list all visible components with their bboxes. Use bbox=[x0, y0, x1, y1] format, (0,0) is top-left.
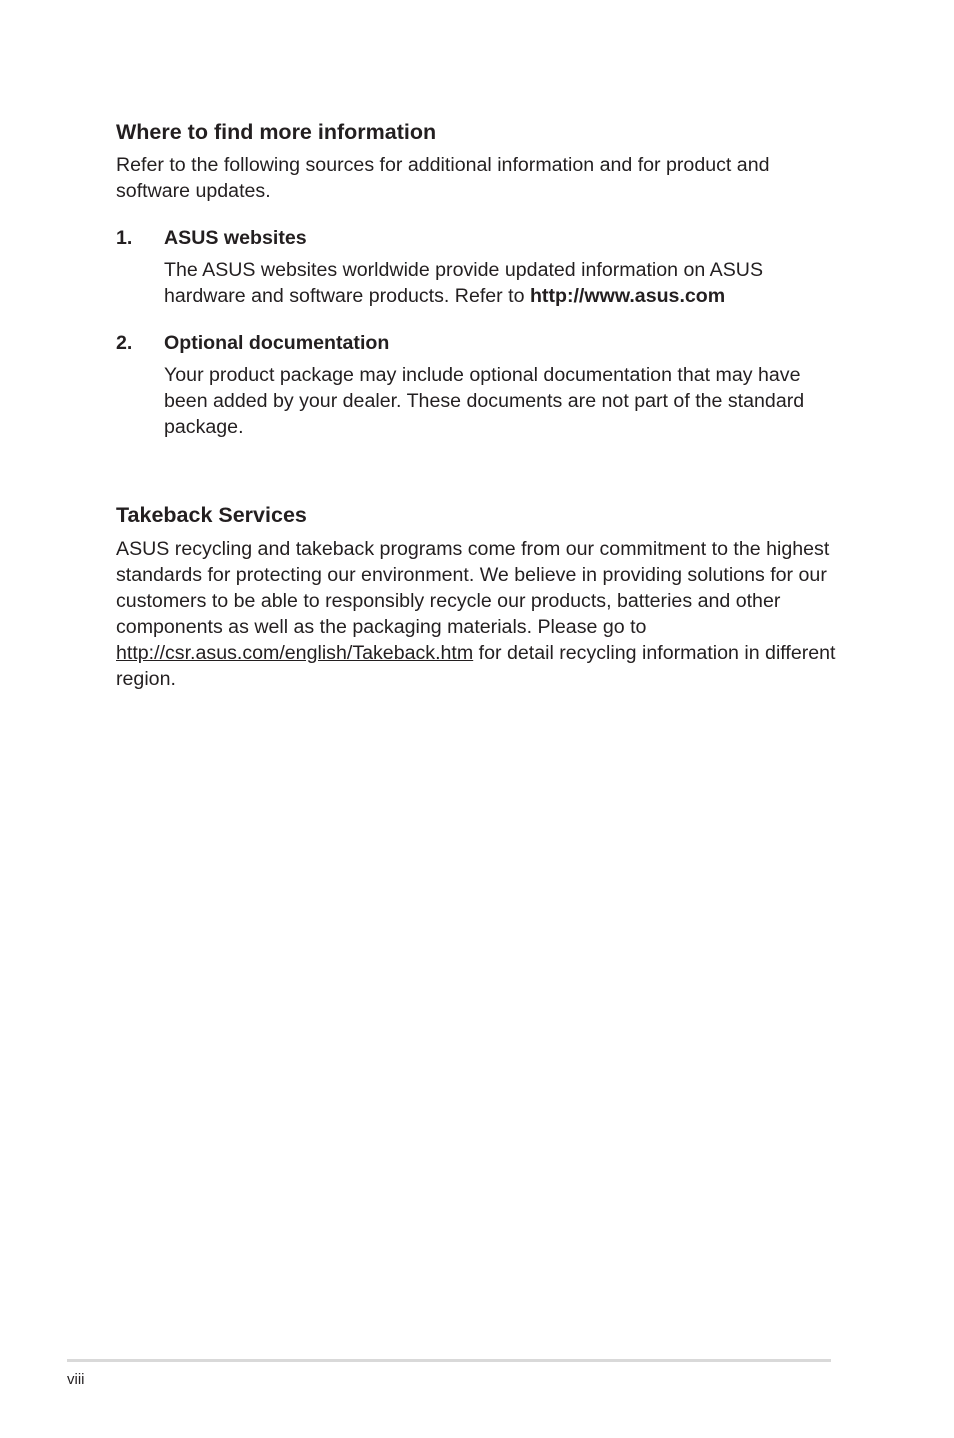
list-item-number: 1. bbox=[116, 227, 133, 249]
takeback-body-text: ASUS recycling and takeback programs come from our commitment to the highest standards for protecting our environment. We believe in providing solutions for our customers to be able to responsibly recycle our products, batteries and other components as well as the packaging materials. Please go to bbox=[116, 538, 830, 638]
list-item-title-asus-websites: ASUS websites bbox=[164, 227, 307, 249]
section-heading-takeback-services: Takeback Services bbox=[116, 503, 307, 527]
list-item-number: 2. bbox=[116, 332, 133, 354]
list-item-body-text: The ASUS websites worldwide provide updated information on ASUS hardware and software products. Refer to bbox=[164, 259, 764, 307]
list-item-title-optional-documentation: Optional documentation bbox=[164, 332, 390, 354]
footer-divider bbox=[67, 1359, 831, 1362]
list-item-body-optional-documentation: Your product package may include optional documentation that may have been added by your dealer. These documents are not part of the standard package. bbox=[164, 364, 805, 438]
list-item-body-asus-websites bbox=[164, 257, 844, 309]
page-number: viii bbox=[67, 1371, 85, 1388]
section-intro: Refer to the following sources for additional information and for product and software updates. bbox=[116, 154, 770, 202]
takeback-body bbox=[116, 536, 846, 692]
takeback-body-text-end: for detail recycling information in different region. bbox=[116, 642, 836, 690]
takeback-link[interactable]: http://csr.asus.com/english/Takeback.htm bbox=[116, 642, 474, 664]
section-heading-more-information: Where to find more information bbox=[116, 120, 437, 144]
asus-website-link[interactable]: http://www.asus.com bbox=[529, 285, 726, 307]
